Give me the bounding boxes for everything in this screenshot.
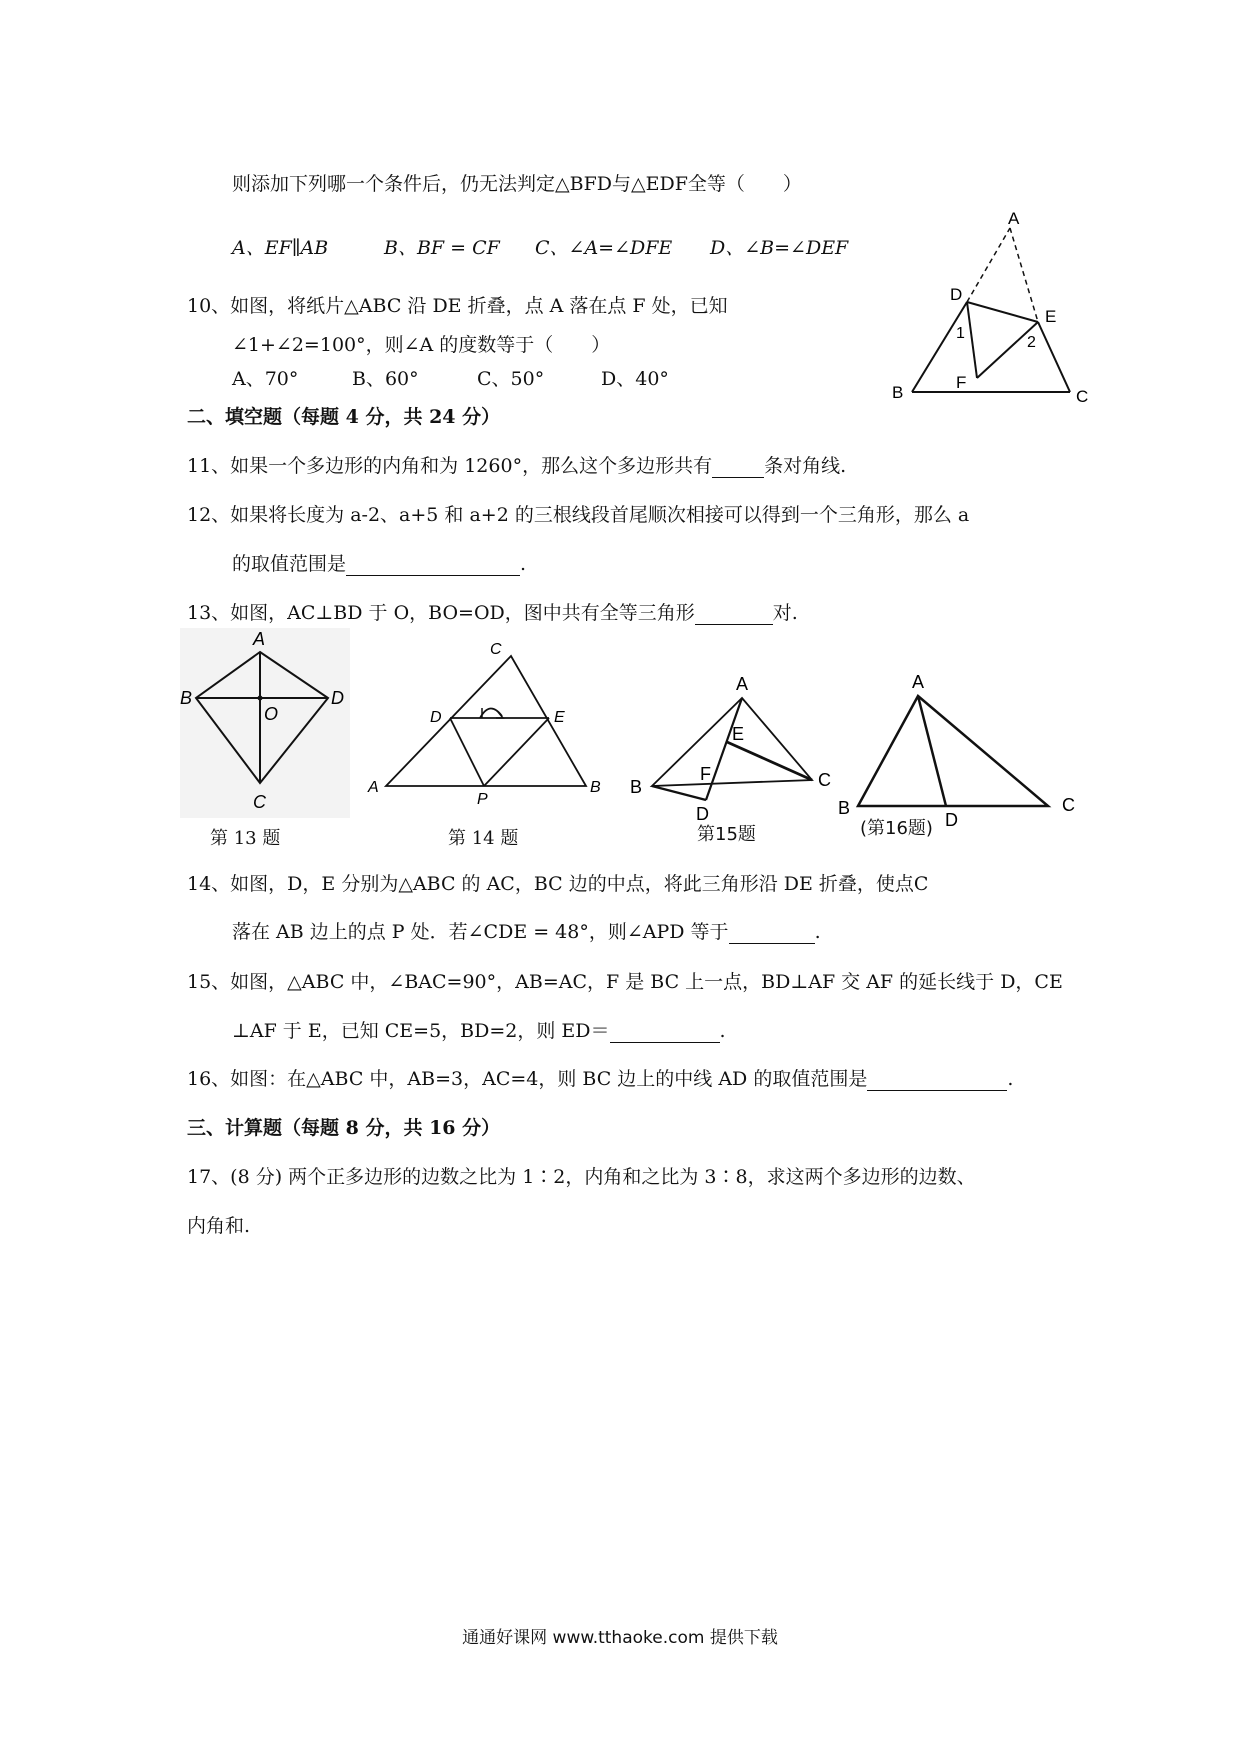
fig15-label-f: F	[700, 764, 711, 784]
fig13-label-a: A	[253, 629, 266, 649]
q11-blank[interactable]	[712, 457, 764, 478]
q12-after: .	[520, 553, 527, 575]
q14-blank[interactable]	[729, 923, 815, 944]
q12-blank[interactable]	[346, 555, 520, 576]
fig14-label-b: B	[590, 779, 601, 796]
fig13	[180, 628, 350, 818]
fig16-label-a: A	[912, 672, 925, 692]
q16-blank[interactable]	[867, 1070, 1007, 1091]
fig14-label-e: E	[554, 709, 565, 726]
q12-line1: 12、如果将长度为 a-2、a+5 和 a+2 的三根线段首尾顺次相接可以得到一个三角形，那么 a	[187, 504, 970, 526]
fig15-caption: 第15题	[697, 824, 756, 845]
q13-text: 13、如图，AC⊥BD 于 O，BO=OD，图中共有全等三角形	[187, 602, 695, 624]
q10-fig-label-2: 2	[1027, 334, 1036, 351]
q9-option-a: A、EF∥AB	[232, 237, 329, 259]
q9-option-c: C、∠A=∠DFE	[535, 237, 673, 259]
q14-line2	[232, 920, 821, 944]
fig16-label-b: B	[838, 798, 851, 818]
q11-after: 条对角线.	[764, 455, 847, 477]
q13	[187, 601, 798, 625]
fig14-label-a: A	[368, 779, 379, 796]
fig13-label-o: O	[264, 704, 279, 724]
section-3-title: 三、计算题（每题 8 分，共 16 分）	[187, 1117, 501, 1139]
q10-figure	[870, 210, 1100, 410]
page-footer: 通通好课网 www.tthaoke.com 提供下载	[462, 1628, 778, 1648]
fig16-label-d: D	[945, 810, 958, 830]
q15-line2	[232, 1019, 726, 1043]
q14-text: 落在 AB 边上的点 P 处．若∠CDE = 48°，则∠APD 等于	[232, 921, 729, 943]
q13-blank[interactable]	[695, 604, 773, 625]
fig13-label-c: C	[253, 792, 266, 812]
q15-after: .	[719, 1020, 726, 1042]
q10-option-a: A、70°	[232, 368, 299, 390]
fig15-label-e: E	[732, 724, 745, 744]
q10-fig-label-f: F	[956, 373, 967, 392]
fig15-label-a: A	[736, 674, 749, 694]
q14-after: .	[814, 921, 821, 943]
q10-fig-label-b: B	[892, 383, 904, 402]
q10-option-c: C、50°	[477, 368, 545, 390]
q10-fig-label-e: E	[1045, 307, 1057, 326]
q17-line1: 17、(8 分) 两个正多边形的边数之比为 1∶2，内角和之比为 3∶8，求这两个多边形的边数、	[187, 1166, 976, 1188]
fig15-label-b: B	[630, 777, 643, 797]
fig13-caption: 第 13 题	[210, 828, 281, 849]
q10-fig-label-d: D	[950, 285, 963, 304]
q10-fig-label-c: C	[1076, 387, 1089, 406]
fig15-label-d: D	[696, 804, 709, 824]
fig13-label-b: B	[180, 688, 193, 708]
q16	[187, 1067, 1013, 1091]
q13-after: 对.	[772, 602, 798, 624]
q9-option-b: B、BF = CF	[384, 237, 500, 259]
section-2-title: 二、填空题（每题 4 分，共 24 分）	[187, 406, 501, 428]
fig14-label-c: C	[490, 641, 502, 658]
q15-text: ⊥AF 于 E，已知 CE=5，BD=2，则 ED＝	[232, 1020, 610, 1042]
q12-line2	[232, 552, 526, 576]
q9-option-d: D、∠B=∠DEF	[710, 237, 849, 259]
q11	[187, 454, 846, 478]
fig16-caption: (第16题)	[860, 818, 933, 839]
q10-line2: ∠1+∠2=100°，则∠A 的度数等于（ ）	[232, 334, 611, 356]
q10-fig-label-a: A	[1008, 209, 1020, 228]
q15-blank[interactable]	[610, 1022, 720, 1043]
q10-fig-label-1: 1	[956, 325, 965, 342]
q10-option-d: D、40°	[601, 368, 669, 390]
fig14-caption: 第 14 题	[448, 828, 519, 849]
fig13-label-d: D	[331, 688, 344, 708]
q16-text: 16、如图：在△ABC 中，AB=3，AC=4，则 BC 边上的中线 AD 的取值范围是	[187, 1068, 868, 1090]
fig14-label-p: P	[477, 791, 488, 808]
fig14-label-d: D	[430, 709, 442, 726]
q10-line1: 10、如图，将纸片△ABC 沿 DE 折叠，点 A 落在点 F 处，已知	[187, 295, 728, 317]
q15-line1: 15、如图，△ABC 中，∠BAC=90°，AB=AC，F 是 BC 上一点，BD⊥AF 交 AF 的延长线于 D，CE	[187, 971, 1063, 993]
fig15	[612, 668, 842, 823]
q14-line1: 14、如图，D，E 分别为△ABC 的 AC，BC 边的中点，将此三角形沿 DE 折叠，使点C	[187, 873, 929, 895]
q11-text: 11、如果一个多边形的内角和为 1260°，那么这个多边形共有	[187, 455, 713, 477]
q17-line2: 内角和.	[187, 1215, 251, 1237]
q9-stem: 则添加下列哪一个条件后，仍无法判定△BFD与△EDF全等（ ）	[232, 173, 802, 195]
fig16-label-c: C	[1062, 795, 1075, 815]
q16-after: .	[1007, 1068, 1014, 1090]
fig14	[368, 638, 608, 808]
q12-text: 的取值范围是	[232, 553, 347, 575]
q10-option-b: B、60°	[352, 368, 419, 390]
fig15-label-c: C	[818, 770, 831, 790]
